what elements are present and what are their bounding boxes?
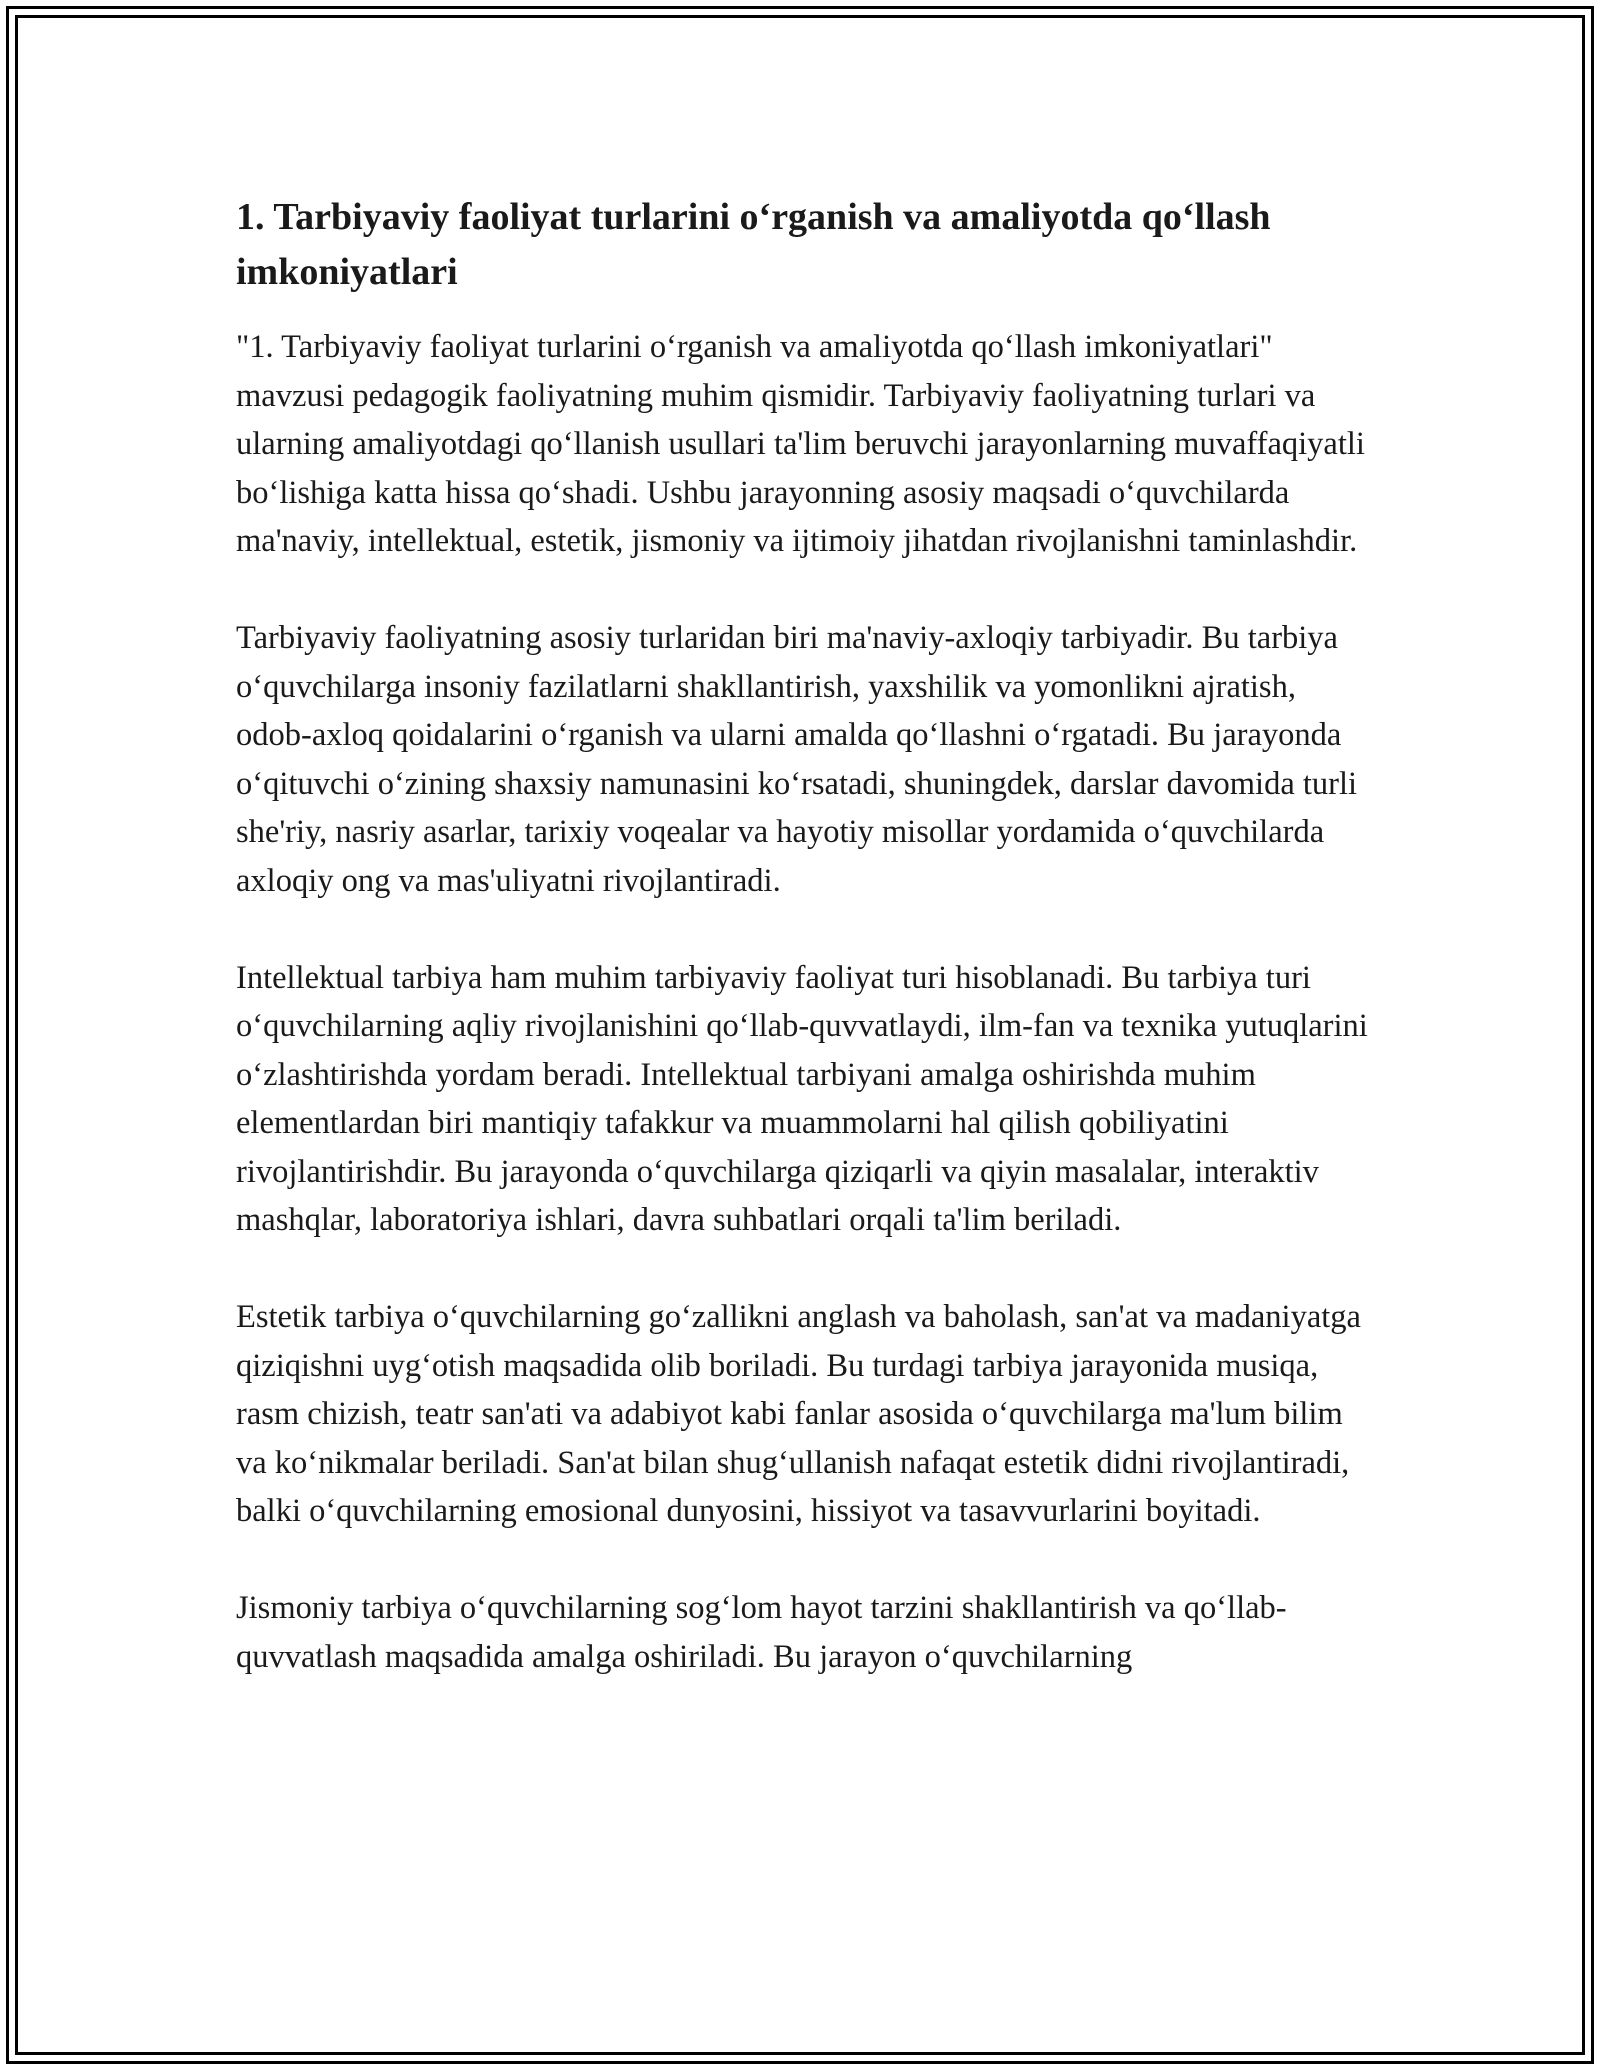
paragraph-intellectual-education: Intellektual tarbiya ham muhim tarbiyaviy faoliyat turi hisoblanadi. Bu tarbiya turi o‘quvchilarning aqliy rivojlanishini qo‘llab-quvvatlaydi, ilm-fan va texnika yutuqlarini o‘zlashtirishda yordam beradi. Intellektual tarbiyani amalga oshirishda muhim elementlardan biri mantiqiy tafakkur va muammolarni hal qilish qobiliyatini rivojlantirishdir. Bu jarayonda o‘quvchilarga qiziqarli va qiyin masalalar, interaktiv mashqlar, laboratoriya ishlari, davra suhbatlari orqali ta'lim beriladi. xyxy=(236,959,1368,1238)
paragraph-physical-education: Jismoniy tarbiya o‘quvchilarning sog‘lom hayot tarzini shakllantirish va qo‘llab-quvvatlash maqsadida amalga oshiriladi. Bu jarayon o‘quvchilarning xyxy=(236,1590,1287,1675)
section-heading: 1. Tarbiyaviy faoliyat turlarini o‘rganish va amaliyotda qo‘llash imkoniyatlari xyxy=(236,196,1271,293)
paragraph-moral-education: Tarbiyaviy faoliyatning asosiy turlaridan biri ma'naviy-axloqiy tarbiyadir. Bu tarbiya o‘quvchilarga insoniy fazilatlarni shakllantirish, yaxshilik va yomonlikni ajratish, odob-axloq qoidalarini o‘rganish va ularni amalda qo‘llashni o‘rgatadi. Bu jarayonda o‘qituvchi o‘zining shaxsiy namunasini ko‘rsatadi, shuningdek, darslar davomida turli she'riy, nasriy asarlar, tarixiy voqealar va hayotiy misollar yordamida o‘quvchilarda axloqiy ong va mas'uliyatni rivojlantiradi. xyxy=(236,620,1358,899)
paragraph-aesthetic-education: Estetik tarbiya o‘quvchilarning go‘zallikni anglash va baholash, san'at va madaniyatga qiziqishni uyg‘otish maqsadida olib boriladi. Bu turdagi tarbiya jarayonida musiqa, rasm chizish, teatr san'ati va adabiyot kabi fanlar asosida o‘quvchilarga ma'lum bilim va ko‘nikmalar beriladi. San'at bilan shug‘ullanish nafaqat estetik didni rivojlantiradi, balki o‘quvchilarning emosional dunyosini, hissiyot va tasavvurlarini boyitadi. xyxy=(236,1299,1361,1529)
document-body xyxy=(236,190,1376,1730)
paragraph-intro: "1. Tarbiyaviy faoliyat turlarini o‘rganish va amaliyotda qo‘llash imkoniyatlari" mavzusi pedagogik faoliyatning muhim qismidir. Tarbiyaviy faoliyatning turlari va ularning amaliyotdagi qo‘llanish usullari ta'lim beruvchi jarayonlarning muvaffaqiyatli bo‘lishiga katta hissa qo‘shadi. Ushbu jarayonning asosiy maqsadi o‘quvchilarda ma'naviy, intellektual, estetik, jismoniy va ijtimoiy jihatdan rivojlanishni taminlashdir. xyxy=(236,329,1365,559)
